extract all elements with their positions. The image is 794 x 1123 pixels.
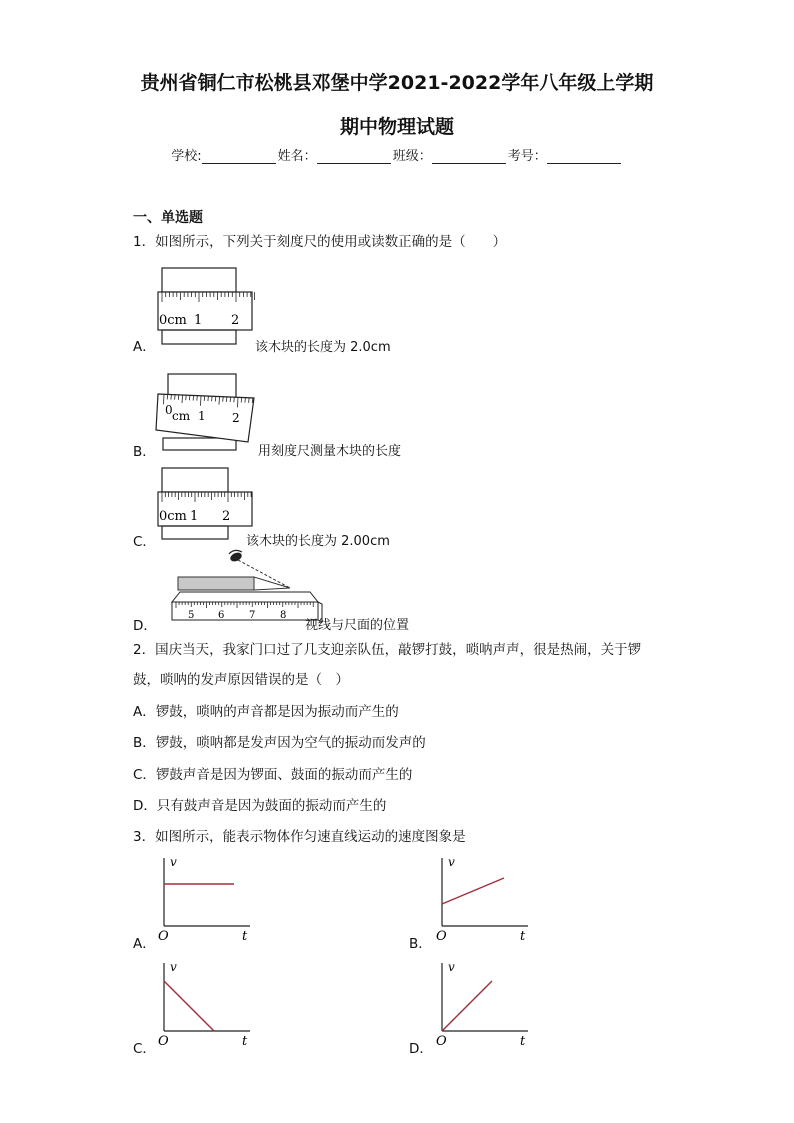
q2-option-a[interactable]: A．锣鼓，唢呐的声音都是因为振动而产生的	[133, 704, 399, 720]
student-info-line	[0, 145, 794, 164]
q3-option-a-label: A．	[133, 936, 156, 952]
ruler-tick	[193, 395, 194, 400]
eye-icon	[229, 550, 243, 563]
axis-label-t: t	[520, 929, 526, 944]
tick-label-2: 2	[231, 313, 240, 328]
question-1-stem: 1．如图所示，下列关于刻度尺的使用或读数正确的是（ ）	[133, 234, 507, 250]
q1-option-a-label: A．	[133, 339, 156, 355]
wood-block-top	[162, 268, 236, 292]
ruler-tick	[171, 395, 172, 400]
exam-title-line2: 期中物理试题	[339, 116, 454, 138]
q2-option-d[interactable]: D．只有鼓声音是因为鼓面的振动而产生的	[133, 798, 387, 814]
ruler-tick	[182, 395, 183, 403]
q1-option-b-figure	[150, 368, 260, 458]
origin-label: O	[158, 1034, 169, 1049]
ruler-tick	[167, 394, 168, 399]
question-3-stem: 3．如图所示，能表示物体作匀速直线运动的速度图象是	[133, 829, 466, 845]
ruler-tick	[223, 397, 224, 402]
ruler-tick	[212, 396, 213, 401]
tick-label-1: 1	[194, 313, 203, 328]
ruler-tick	[186, 395, 187, 400]
tick-label-2: 2	[232, 411, 240, 425]
school-label: 学校:	[171, 149, 202, 164]
axis-label-v: v	[448, 855, 455, 869]
wood-block-bottom	[163, 438, 236, 450]
ruler-tick	[241, 397, 242, 402]
q1-option-b-label: B．	[133, 444, 156, 460]
q3-graph-c	[150, 957, 260, 1052]
tick-label-0cm: 0cm	[159, 509, 187, 524]
velocity-line-decreasing	[164, 981, 214, 1031]
tick-label-2: 2	[222, 509, 231, 524]
q2-option-c[interactable]: C．锣鼓声音是因为锣面、鼓面的振动而产生的	[133, 767, 413, 783]
pencil-body	[178, 577, 254, 590]
wood-block-top	[162, 468, 228, 492]
number-field[interactable]	[547, 150, 621, 164]
ruler-tick	[234, 397, 235, 402]
question-2-stem-line1: 2．国庆当天，我家门口过了几支迎亲队伍，敲锣打鼓，唢呐声声，很是热闹，关于锣	[133, 642, 642, 658]
q2-option-b[interactable]: B．锣鼓，唢呐都是发声因为空气的振动而发声的	[133, 735, 426, 751]
pencil-tip	[254, 577, 290, 590]
velocity-line-proportional	[442, 981, 492, 1031]
ruler-tick	[245, 398, 246, 403]
q1-option-d-label: D．	[133, 618, 157, 634]
name-field[interactable]	[317, 150, 391, 164]
name-label: 姓名：	[277, 149, 317, 164]
tick-label-7: 7	[249, 610, 256, 621]
origin-label: O	[158, 929, 169, 944]
ruler-tick	[249, 398, 250, 403]
q3-graph-b	[428, 852, 538, 947]
origin-label: O	[436, 929, 447, 944]
tick-label-cm: cm	[172, 409, 191, 423]
ruler-tick	[238, 397, 239, 407]
q1-option-a-figure	[150, 262, 260, 352]
tick-label-8: 8	[280, 610, 287, 621]
axis-label-v: v	[170, 855, 177, 869]
number-label: 考号：	[507, 149, 547, 164]
q3-option-c-label: C．	[133, 1041, 156, 1057]
axis-label-v: v	[448, 960, 455, 974]
exam-title-line1: 贵州省铜仁市松桃县邓堡中学2021-2022学年八年级上学期	[140, 72, 654, 94]
velocity-line-increasing-offset	[442, 878, 504, 904]
axis-label-t: t	[242, 929, 248, 944]
q1-option-d-figure	[150, 548, 325, 630]
ruler-top-face	[172, 592, 318, 602]
q1-option-a-caption: 该木块的长度为 2.0cm	[255, 340, 391, 355]
ruler-tick	[164, 394, 165, 404]
q3-graph-a	[150, 852, 260, 947]
q3-option-b-label: B．	[409, 936, 432, 952]
origin-label: O	[436, 1034, 447, 1049]
class-label: 班级：	[392, 149, 432, 164]
ruler-tick	[208, 396, 209, 401]
section-heading: 一、单选题	[133, 210, 203, 226]
ruler-tick	[219, 397, 220, 405]
q1-option-b-caption: 用刻度尺测量木块的长度	[258, 444, 402, 459]
ruler-tick	[178, 395, 179, 400]
q1-option-c-caption: 该木块的长度为 2.00cm	[246, 534, 390, 549]
q1-option-d-caption: 视线与尺面的位置	[305, 618, 410, 633]
q1-option-c-figure	[150, 462, 260, 547]
axis-label-t: t	[520, 1034, 526, 1049]
ruler-tick	[252, 398, 253, 403]
class-field[interactable]	[432, 150, 506, 164]
ruler-tick	[226, 397, 227, 402]
q3-graph-d	[428, 957, 538, 1052]
wood-block-bottom	[162, 330, 236, 344]
ruler-tick	[197, 396, 198, 401]
ruler-tick	[189, 395, 190, 400]
question-2-stem-line2: 鼓，唢呐的发声原因错误的是（ ）	[133, 672, 349, 688]
tick-label-1: 1	[198, 409, 206, 423]
tick-label-0cm: 0cm	[159, 313, 187, 328]
school-field[interactable]	[202, 150, 276, 164]
ruler-tick	[215, 396, 216, 401]
ruler-tick	[175, 395, 176, 400]
axis-label-v: v	[170, 960, 177, 974]
ruler-tick	[201, 396, 202, 406]
q1-option-c-label: C．	[133, 534, 156, 550]
tick-label-0: 0	[165, 403, 173, 417]
tick-label-6: 6	[218, 610, 225, 621]
tick-label-5: 5	[188, 610, 195, 621]
ruler-tick	[230, 397, 231, 402]
axis-label-t: t	[242, 1034, 248, 1049]
q3-option-d-label: D．	[409, 1041, 433, 1057]
wood-block-bottom	[162, 526, 228, 539]
tick-label-1: 1	[190, 509, 199, 524]
ruler-tick	[204, 396, 205, 401]
